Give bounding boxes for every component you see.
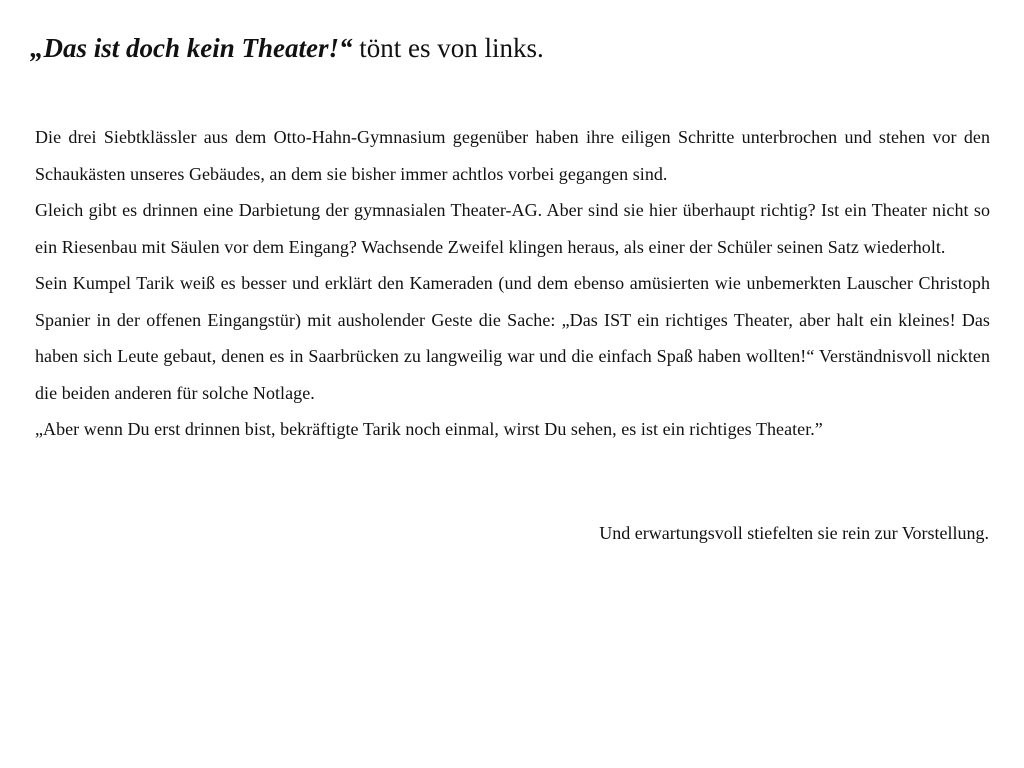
paragraph-tarik-quote: „Aber wenn Du erst drinnen bist, bekräftigte Tarik noch einmal, wirst Du sehen, es ist ein richtiges Theater.” [35, 419, 823, 439]
paragraph-doubt: Gleich gibt es drinnen eine Darbietung der gymnasialen Theater-AG. Aber sind sie hier überhaupt richtig? Ist ein Theater nicht so ein Riesenbau mit Säulen vor dem Eingang? Wachsende Zweifel klingen heraus, als einer der Schüler seinen Satz wiederholt. [35, 200, 990, 257]
closing-line: Und erwartungsvoll stiefelten sie rein zur Vorstellung. [599, 523, 989, 543]
paragraph-tarik-explains: Sein Kumpel Tarik weiß es besser und erklärt den Kameraden (und dem ebenso amüsierten wie unbemerkten Lauscher Christoph Spanier in der offenen Eingangstür) mit ausholender Geste die Sache: „Das IST ein richtiges Theater, aber halt ein kleines! Das haben sich Leute gebaut, denen es in Saarbrücken zu langweilig war und die einfach Spaß haben wollten!“ Verständnisvoll nickten die beiden anderen für solche Notlage. [35, 273, 990, 403]
headline [30, 28, 990, 68]
body-text [35, 119, 990, 448]
headline-rest: tönt es von links. [352, 33, 544, 63]
paragraph-intro: Die drei Siebtklässler aus dem Otto-Hahn-Gymnasium gegenüber haben ihre eiligen Schritte unterbrochen und stehen vor den Schaukästen unseres Gebäudes, an dem sie bisher immer achtlos vorbei gegangen sind. [35, 127, 990, 184]
headline-quote: „Das ist doch kein Theater!“ [30, 33, 353, 63]
